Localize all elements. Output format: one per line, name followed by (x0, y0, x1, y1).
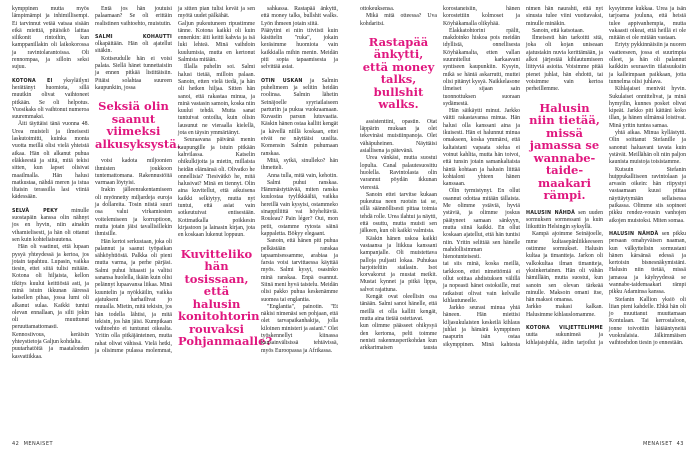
article-paragraph (526, 28, 603, 35)
article-paragraph (261, 304, 338, 355)
paragraph-text: Urea vänkäsi, mutta suostui lopulta. Canal palautesuosittu huolella. Ravintolasta olin varannut pöydän ikkunan vierestä. (360, 155, 437, 191)
article-paragraph (609, 86, 686, 130)
article-paragraph (178, 64, 255, 137)
article-paragraph (12, 208, 89, 244)
article-paragraph (12, 346, 89, 361)
pull-quote: Kuvitteliko hän tosissaan, että halusin konitohtorin rouvaksi Pohjanmaalle? (178, 246, 273, 348)
paragraph-text: uutta sukunimeä ja kihlajaisjuhla, äidin tarjoilut ja kysyimme kukkaa. Urea ja isän tarjoama jouluna, että heistä tulee appivanhempia, mutta vakaasti oikeat, että heillä ei ole mitään ei ole mitään vastaan. (526, 6, 686, 346)
paragraph-text: Salmi puhui ranskaa. Hämmästyttävää, miten ranska kuulostaa tyylikkäältä, vaikka hereillä vain kysyisi, ostammeko sinappiliittä vai höyheltäviä. Rouleau? Pain léger? Oui, mon petit, ostamme rytosta säinä kappaletta. Bökyy elegaant. (261, 179, 338, 237)
article-paragraph (178, 21, 255, 65)
paragraph-text: Irakin jälleenrakentamiseen oli myönnetty miljardeja euroja ja dollareita. Tosin niistä suuri osa valui virkamiesten voitelemiseen ja korruptioon, mutta jotain jäisi tavallisillekin ihmisille. (95, 187, 172, 238)
paragraph-text: sen uuden sormuksen sormessani ja kuin liikuttiin Helsingin syksyllä. (526, 209, 603, 231)
paragraph-text: Päätytini ei niin tiiviisti kuin käsittelin "ruka", jokain keräsimme huomiota vain kaikkialla mihin menin. Meidän piti sopia tapaamisesta ja selvittää asiat. (261, 27, 338, 71)
magazine-name: MENAISET (642, 441, 673, 447)
paragraph-text: voisi kadota miljoonien ihmisten joukkoon tuntemattomana. Rakennustöitä varmaan löytyisi. (95, 158, 172, 187)
article-paragraph (261, 238, 338, 304)
paragraph-text: olkapäitään. Hän oli ajatellut sitäkin. (95, 41, 172, 55)
paragraph-text: Käskin hänen uskoa kaikki vastaansa ja liikkua kanssani kampanjalle. Oli muistettava palloja puljasti lokaa. Puhukaa harjoiteltiin stailasin. Isot korvakorut ja mustat meikit. Mustat kynnet ja pitkä lippa, salvot rajattuna. (360, 235, 437, 293)
article-paragraph (526, 35, 603, 93)
paragraph-text: Sanoin ettei tarvitse kukaan pukeutua neen ruotsin tai se, sillä säännöllisesti pittaa toimia tehdä rolle. Urea ilahtui ja näytti, että osuttu, mutta muisti sen jälkeen, kun oli kaikki valmista. (360, 191, 437, 235)
paragraph-text: Galjun pukeutuneen ripustimme tänne. Kotona kaikki oli kuin ennenkin: äiti keitti kahvia ja isä luki lehteä. Minä vaihdoin kuulumisia, mutta en kertonut Salmista mitään. (178, 20, 255, 64)
paragraph-text: Illalla puhelin soi. Salmi halusi tietää, milloin palaan. Sanoin, etten vielä tiedä, ja hän oli hetken hiljaa. Sitten hän sanoi, että rakastaa minua, ja minä vastasin samoin, koska niin kuului tehdä. Mutta sanat tuntuivat ontoilta, kuin olisin lausunut ne vieraalla kielellä, jota en täysin ymmärtänyt. (178, 64, 255, 137)
paragraph-lead-in: HALUSIN NÄHDÄ (609, 231, 659, 237)
paragraph-lead-in: KOTONA EI (12, 78, 53, 84)
article-paragraph (360, 119, 437, 155)
article-paragraph (95, 187, 172, 238)
article-paragraph (95, 56, 172, 92)
article-paragraph (443, 261, 520, 305)
paragraph-text: Seuraavana päivänä menin kaupungille ja istuin pitkään kahvilassa. Katselin ohikulkijoita ja mietin, millaista heidän elämänsä oli. Olivatko he onnellisia? Tiesivätkö he, mitä halusivat? Minä en tiennyt. Olin aina kuvitellut, että aikuisena kaikki selkiytyy, mutta nyt tuntui, että asiat vain sotkeutuivat entisestään. Kotimatkalla poikkesin kirjastoon ja lainasin kirjan, jota en koskaan lukenut loppuun. (178, 137, 255, 239)
article-paragraph (360, 236, 437, 294)
article-paragraph (261, 6, 338, 28)
paragraph-text: "Englantia", painotin. "Et näkisi nimenäsi sen pohjaan, että olet tarvapaikanhakija, jolla kiloinen ministeri ja asiani." Olet työskennellyt kiinassa kansainvälisissä tehtävissä, myös Euroopassa ja Afrikassa. (261, 303, 338, 354)
article-paragraph (360, 13, 437, 28)
page-number: 43 (676, 441, 684, 447)
article-paragraph (360, 294, 437, 323)
paragraph-text: Kampä ajoimme Seinäjoelle, mme kultasepänliikkeeseen ostimme sormukset. Halusin kultaa ja timantteja. Jarkon oli valkokultaa ilman timantteja, yksinkertainen. Hän oli vähän hämillään, mutta suostui, kun sanoin sen olevan tärkeää minulle. Maksoin omani itse, hän maksoi omansa. (526, 231, 603, 304)
article-paragraph (443, 28, 520, 108)
article-paragraph (261, 173, 338, 180)
paragraph-text: Kotiseudulle hän ei voisi palata. Siellä hänet tunnettaisiin ja ennen pitkää listittäisiin. Pitäisi solahtaa suureen kaupunkiin, jossa (95, 55, 172, 91)
article-paragraph (609, 297, 686, 348)
paragraph-text: yksyläilyni herättänyt huomiota, sillä muutkin olivat vaihtoneet pitkään. Se oli helpotus. Vuosikaks oli vaihtonut numeroa suuremmaksi. (12, 77, 89, 121)
paragraph-text: Ilmeisesti hän tarkoitti sitä, joka oli kojan uniseaan ajatustakin nuvia kerittämään, ja alkoi järjestää kihlautumiseen liittyviä asioita. Voisimme pitää pienet juhlat, hän ehdotti, tai voisimme vain kertoa perheillemme. (526, 35, 603, 93)
article-paragraph (609, 42, 686, 86)
paragraph-text: Sanoin, että hänen piti puhua pelkästään ranskaa tapaamisessamme, arabiaa ja farsia voisi tarvittaessa käyttää myös. Salmi kysyi, osasinko minä ranskaa. Enpä osannut. Siinä meni hyvä taistelu. Meidän olisi pakko puhua keskenämme suomea tai englantia. (261, 238, 338, 303)
right-page (348, 0, 696, 450)
paragraph-text: assistenttini, opastin. Otat läppärin mukaan ja olet tekevinäsi muistiinpanoja. Olet vähäpuheinen. Näyttäisi asiallisena ja pätevänä. (360, 118, 437, 155)
paragraph-text: Sanoin, että katsotaan. (532, 27, 585, 34)
article-body (12, 6, 338, 361)
paragraph-text: ja Salmin puhelimeen ja selitin heidän roolinsa. Salmin lähetin Seinäjoelle syyriailaiseen parturiin ja pukua vuokraamaan. Kuvastin parsun lutuvaatia. Käskin hänen ostaa kalliit kengät ja kävellä niillä koskaan, ettei eivät ne näyttäisi uusilta. Komensin Salmin puhumaan ranskaa. (261, 77, 338, 157)
paragraph-text: kymppinen mutta myös lämpimämpi ja inhimillisempi. Ei tarvinnut vetää vatsaa sisään eikä miettiä, pitäisikö laittaa silikonit rintoihin, kun kamppanillakin oli laikokorossa ja ravintolarantoissa. Oli rennompaa, ja silloin seksi sujuu. (12, 6, 89, 71)
pull-quote: Halusin niin tietää, missä jamassa se wannabe-taide-maakari rämpi. (529, 100, 600, 203)
paragraph-text: Anna tulla, mitä vain, kehotin. (267, 172, 338, 179)
article-paragraph (95, 34, 172, 56)
article-paragraph (526, 304, 603, 319)
paragraph-lead-in: SALMI KOHAUTTI (95, 34, 172, 40)
article-paragraph (12, 6, 89, 72)
article-paragraph (95, 6, 172, 28)
article-paragraph (178, 137, 255, 239)
article-paragraph (443, 108, 520, 188)
paragraph-text: Olin tyrmistynyt. En ollut osannut odottaa mitään tällaista. Me olimme ystäviä, hyviä ystäviä, ja olimme joskus päätyneet samaan sänkyyn, mutta siinä kaikki. En ollut koskaan ajatellut, että hän tuntisi niin. Yritin selittää sen hänelle mahdollisimman hienotunteisesti. (443, 188, 520, 261)
article-paragraph (609, 130, 686, 166)
article-paragraph (526, 231, 603, 304)
paragraph-lead-in: HALUSIN NÄHDÄ (526, 210, 576, 216)
paragraph-text: sahkassa. Rastapää änkytti, että money talks, bullshit walks. Lyön ihmeen jotain siitä. (261, 6, 338, 27)
paragraph-text: Jarkko makasi kalkan. Halusimme kihlauslomamme. (526, 304, 603, 318)
paragraph-text: tai siis minä, koska meillä, tarkkoon, ettei nimettömiä ei ollut soittaa ahdistuksen välillä ja nopeasti hänet ostoksille, mut ratkaisut olivat vain kelvalle kihlautuneelle. (443, 261, 520, 304)
paragraph-text: Mitä, sytkä, sinulleko? hän ihmetteli. (261, 157, 338, 172)
article-paragraph (261, 78, 338, 158)
article-paragraph (443, 188, 520, 261)
article-paragraph (609, 231, 686, 297)
article-paragraph (360, 192, 437, 236)
article-paragraph (12, 244, 89, 346)
paragraph-text: Jarkko seurasi minua yhtä häneen. Hän miettisi kiljasukulaisten keskeilä kihlaus juhlat ja hämärä kymppinen naapurin isän ostaa sikymppinen. Minä kahtesta nimen hän naurahti, että nyt sinusta tulee viini vuottavaksi, minulle minäkin. (443, 6, 603, 348)
paragraph-text: Kutsuin Stefanin huippukalliiseen ravintolaan ja arvasin oikein: hän riipystyi vastaamaan kuusi pittaa näyttäytymään sellaisessa paikassa. Olimme siis sopineet pikku rendez-vousin vanhojen aikojen muistoksi. Miten somaa. (609, 166, 686, 224)
article-paragraph (526, 210, 603, 232)
article-paragraph (12, 121, 89, 201)
paragraph-text: Hän kertoi serkustaan, joka oli palannut ja saanut työpaikan sähköyhtiöstä. Palkka oli pieni mutta varma, ja perhe pärjäsi. Salmi puhui hitaasti ja valitsi sanansa huolella, ikään kuin olisi pelännyt lupaavansa liikaa. Minä kuuntelin ja nyökkäilin, vaikka ajatukseni harhailivat jo muualla. Mietin, mitä tekisin, jos hän todella lähtisi, ja mitä tekisin, jos hän jäisi. Kumpikaan vaihtoehto ei tuntunut oikealta. Yritin olla pitkäjänteinen, mutta rahat olivat vähissä. Vielä hetki, ja olisimme pulassa molemmat, ja sitten pian tulisi kevät ja sen myötä uudet pälkähät. (95, 6, 255, 354)
pull-quote: Rastapää änkytti, että money talks, bullshit walks. (362, 34, 435, 112)
paragraph-text: Kengät ovat oleellisin osa tänään. Salmi sanoi hänelle, että meillä ei olla kalliit kengät, mutta aina tietää ostettavat. (360, 294, 437, 322)
article-paragraph (12, 78, 89, 122)
paragraph-text: Hän säikäytti minut. Jarkko väitti rakastavansa minua. Hän halusi olla kanssani aina ja ikuisesti. Hän ei halunnut minua omakseen, koska ymmärsi, että kaltaistani vapaata sielua ei voinut kahlita, mutta hän toivoi, että tunsin jotain samankaltaista häntä kohtaan ja halusin liittää kohtaloni yhteen hänen kanssaan. (443, 108, 520, 188)
paragraph-text: puutarhatöitä ja maatalouden kasvatiikkaa. (12, 346, 89, 360)
article-paragraph (360, 6, 437, 13)
page-folio (643, 441, 684, 447)
page-folio (12, 441, 53, 447)
article-paragraph (261, 158, 338, 173)
page-number: 42 (12, 441, 20, 447)
article-paragraph (95, 158, 172, 187)
paragraph-text: Eriyty pykkinnäisiin ja nuoren vaatteeseen, jossa ei suurimpia olleet, ja hän oli palannut kaikkiin seuraaviin tilaisuuksiin ja kalleimpaan paikkaan, jotta tunnelma olisi juhlava. (609, 42, 686, 85)
paragraph-lead-in: SELVÄ PEKY (12, 208, 58, 214)
paragraph-text: Kihlajaiset menivät hyvin. Sukulaiset onnittelivat, ja minä hymyilin, kunnes posket olivat kipeät. Jarkko piti kättäni koko illan, ja hänen silmänsä loistivat. Minä yritin tuntea samaa. (609, 86, 686, 129)
paragraph-text: minulle suostapäin kanssa olin nähnyt jos en hyvin, niin ainakin vihamielisesti, ja hän oli ottanut sen kuin kohteliaisuutena. (12, 207, 89, 243)
article-paragraph (609, 167, 686, 225)
article-paragraph (360, 155, 437, 191)
paragraph-text: yhtä aikaa. Minua kyllästytti. Olin soittanut Stefanille ja sanonut haluavani tavata kuin ystävät. Meillähän oli niin paljon kaunista muistoja toisistamme. (609, 130, 686, 166)
paragraph-text: Hän oli vaatinut, että lupaan pysyä yhteydessä ja kertoa, jos jotain tapahtuu. Lupasin, vaikka tiesin, ettei siitä tulisi mitään. Kotona oli hiljaista, kellon tikitys kuului keittiöstä asti, ja minä istuin ikkunan ääressä katsellen pihaa, jossa lumi oli alkanut sulaa. Kaikki tuntui olevan ennallaan, ja silti jokin oli muuttunut peruuttamattomasti. Kennosiivous, keräisin yhteystietoja Galjun kohdalta. (12, 244, 89, 346)
paragraph-text: Elakkatohtorini rpälit, makdoinko hiskoa pois meidän idyllistä, onnellisesta Köyhäkamalta, etten vallan suunnitellut karkaavani syntiseen kaupunkiin. Kysyin, mikä se häntä askarrutti, muttei olisi pitänyt kysyä. Naikkelasone ilmeiset sijaan sain tuonnottuksen suoraan sydämestä. (443, 27, 520, 107)
paragraph-lead-in: OTIN USKAN (261, 78, 303, 84)
article-paragraph (261, 28, 338, 72)
paragraph-lead-in: KOTONA VILJETTELIMME (526, 326, 603, 332)
magazine-name: MENAISET (23, 441, 54, 447)
paragraph-text: sen pikku persaan omahyväisen naaman, kun välkyttelisin sormustani hänen kärsänsä edessä ja kertoisin bisnesnäkymistäni. Halusin niin tietää, missä jamassa ja käyhyydessä se wannabe-taidemaakari rämpi pikku Adaminsa kanssa. (609, 230, 686, 296)
paragraph-text: kun olimme päässeet ohikysyä den kertoma, pelti toimme nenisti rakennusperikohdan kun arkkarimaisen tausta korostaneisiin, hänen korostettiin kolmoset ja Köyhäkamalla olikyhää. (360, 6, 520, 352)
paragraph-text: ottokeuksensa. (360, 6, 395, 12)
article-paragraph (261, 180, 338, 238)
paragraph-text: Stefanin Kallion yksiö oli liian pieni kahdelle. Ehkä hän oli jo muuttanut muuttamaan Kontulaan. Tai kerrostaloon, jonne toivottiin hätääntyneitä vuokralaisia. Jälkimmäisen vaihtoehdon tiesin jo ennestään. (609, 296, 686, 347)
article-body (360, 6, 686, 352)
paragraph-text: Äiti täyttäisi tänä vuonna 48. Urea muisteli ja ilmeisesti laskutoimitti, kuinka monta vuotta meillä olisi vielä yhteistä aikaa. Hän oli alkanut puhua eläkkeestä ja siitä, mitä tekisi sitten, kun lapset olisivat maailmalla. Hän halusi matkustaa, nähdä meren ja istua iltaisin terassilla lasi viiniä kädessään. (12, 121, 89, 201)
paragraph-text: Entä jos hän joutuisi palaamaan? Se oli erittäin realistinen vaihtoehto, muistutin. (95, 6, 172, 27)
paragraph-text: Mikä mitä otteessa? Uva kohdaritsi. (360, 13, 437, 27)
pull-quote: Seksiä olin saanut viimeksi alkusyksystä. (95, 99, 181, 151)
